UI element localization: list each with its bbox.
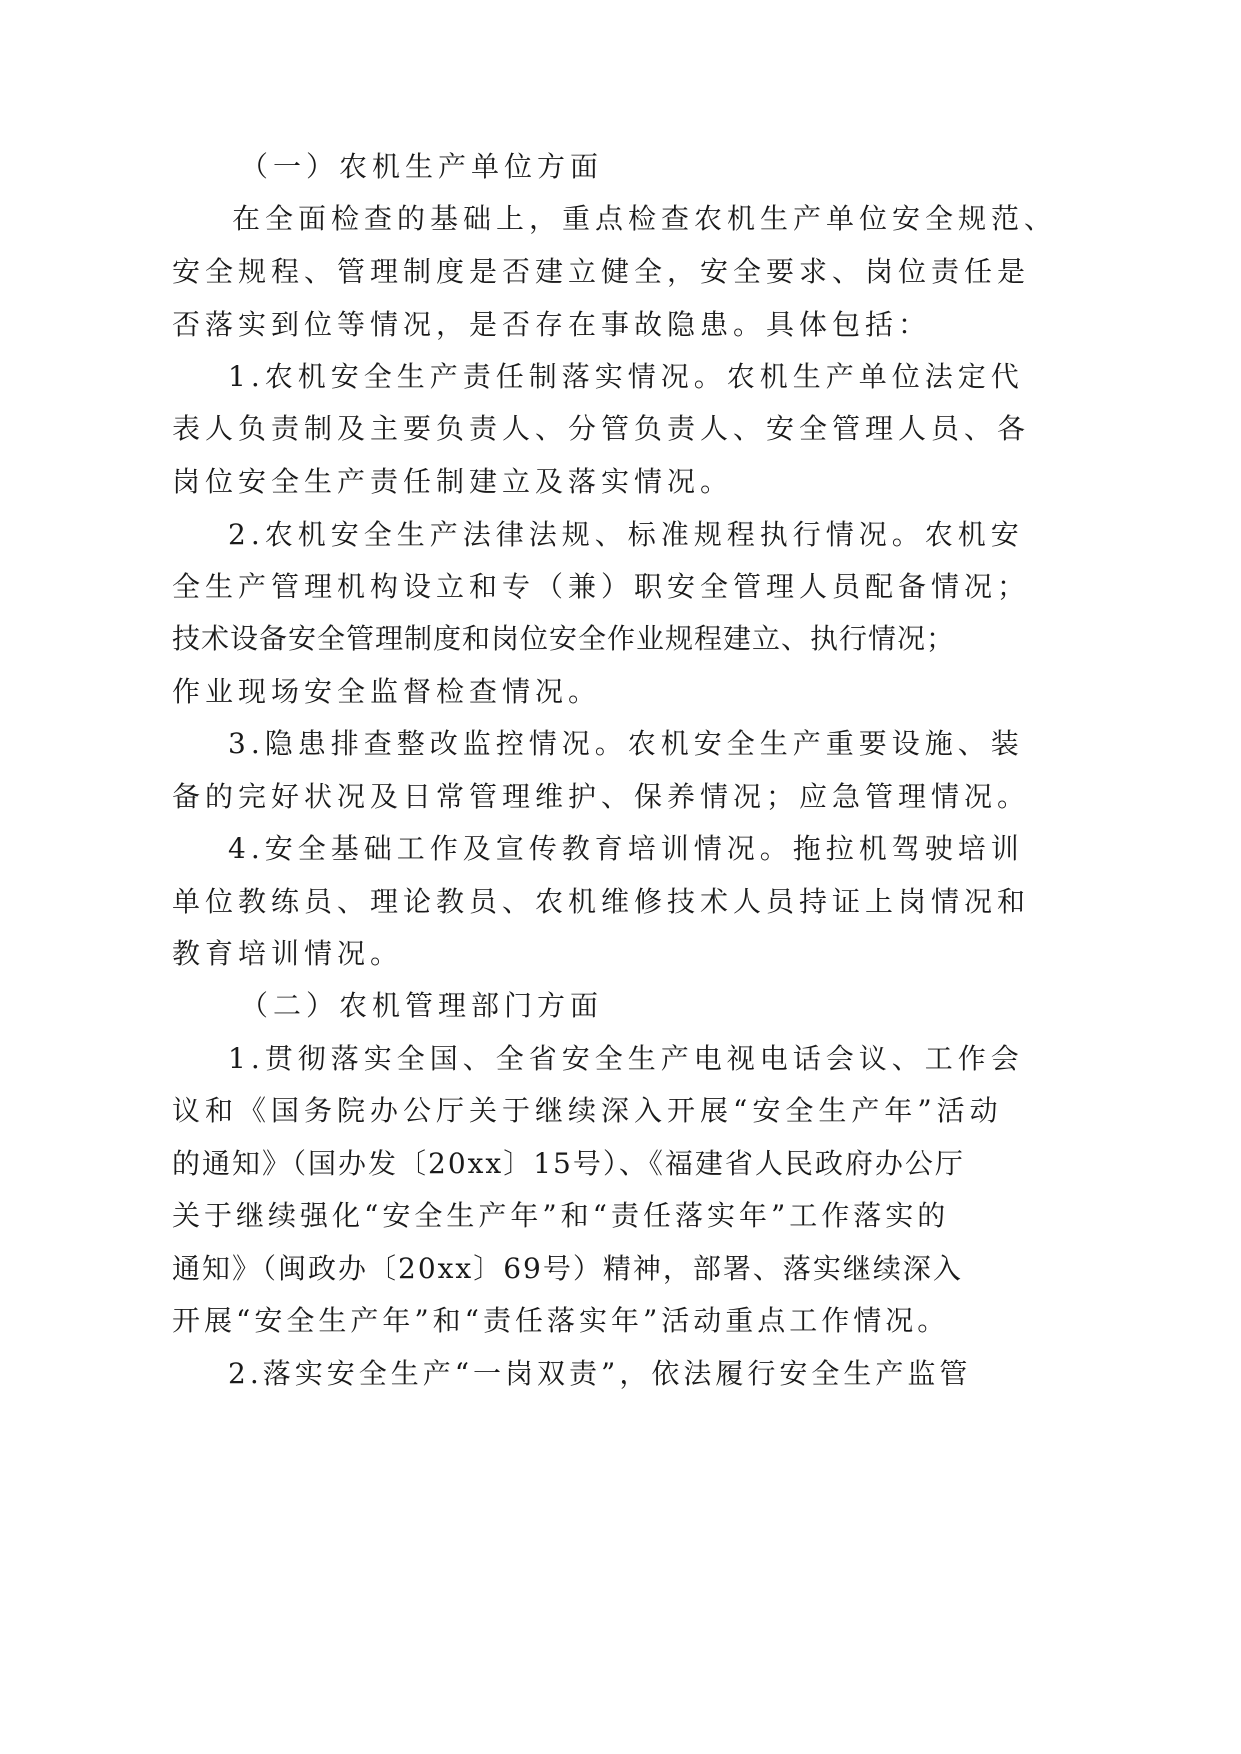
list-item-line: 4.安全基础工作及宣传教育培训情况。拖拉机驾驶培训 bbox=[228, 832, 1024, 865]
list-item-line: 开展“安全生产年”和“责任落实年”活动重点工作情况。 bbox=[172, 1304, 950, 1337]
list-item-line: 备的完好状况及日常管理维护、保养情况；应急管理情况。 bbox=[172, 780, 1031, 813]
list-item-line: 教育培训情况。 bbox=[172, 937, 404, 970]
list-item-line: 3.隐患排查整改监控情况。农机安全生产重要设施、装 bbox=[228, 727, 1024, 760]
list-item-line: 议和《国务院办公厅关于继续深入开展“安全生产年”活动 bbox=[172, 1094, 1003, 1127]
list-item-line: 1.农机安全生产责任制落实情况。农机生产单位法定代 bbox=[228, 360, 1024, 393]
paragraph-line: 在全面检查的基础上，重点检查农机生产单位安全规范、 bbox=[232, 202, 1058, 235]
list-item-line: 2.农机安全生产法律法规、标准规程执行情况。农机安 bbox=[228, 518, 1024, 551]
section-heading-1: （一）农机生产单位方面 bbox=[240, 150, 604, 183]
list-item-line: 作业现场安全监督检查情况。 bbox=[172, 675, 602, 708]
section-heading-2: （二）农机管理部门方面 bbox=[240, 989, 604, 1022]
list-item-line: 表人负责制及主要负责人、分管负责人、安全管理人员、各 bbox=[172, 412, 1031, 445]
list-item-line: 2.落实安全生产“一岗双责”，依法履行安全生产监管 bbox=[228, 1357, 972, 1390]
list-item-line: 的通知》（国办发〔20xx〕15号）、《福建省人民政府办公厅 bbox=[172, 1147, 965, 1180]
paragraph-line: 安全规程、管理制度是否建立健全，安全要求、岗位责任是 bbox=[172, 255, 1031, 288]
list-item-line: 岗位安全生产责任制建立及落实情况。 bbox=[172, 465, 734, 498]
list-item-line: 1.贯彻落实全国、全省安全生产电视电话会议、工作会 bbox=[228, 1042, 1024, 1075]
list-item-line: 单位教练员、理论教员、农机维修技术人员持证上岗情况和 bbox=[172, 885, 1031, 918]
paragraph-line: 否落实到位等情况，是否存在事故隐患。具体包括： bbox=[172, 308, 932, 341]
list-item-line: 关于继续强化“安全生产年”和“责任落实年”工作落实的 bbox=[172, 1199, 950, 1232]
list-item-line: 通知》（闽政办〔20xx〕69号）精神，部署、落实继续深入 bbox=[172, 1252, 963, 1285]
list-item-line: 全生产管理机构设立和专（兼）职安全管理人员配备情况； bbox=[172, 570, 1031, 603]
list-item-line: 技术设备安全管理制度和岗位安全作业规程建立、执行情况； bbox=[172, 622, 956, 655]
